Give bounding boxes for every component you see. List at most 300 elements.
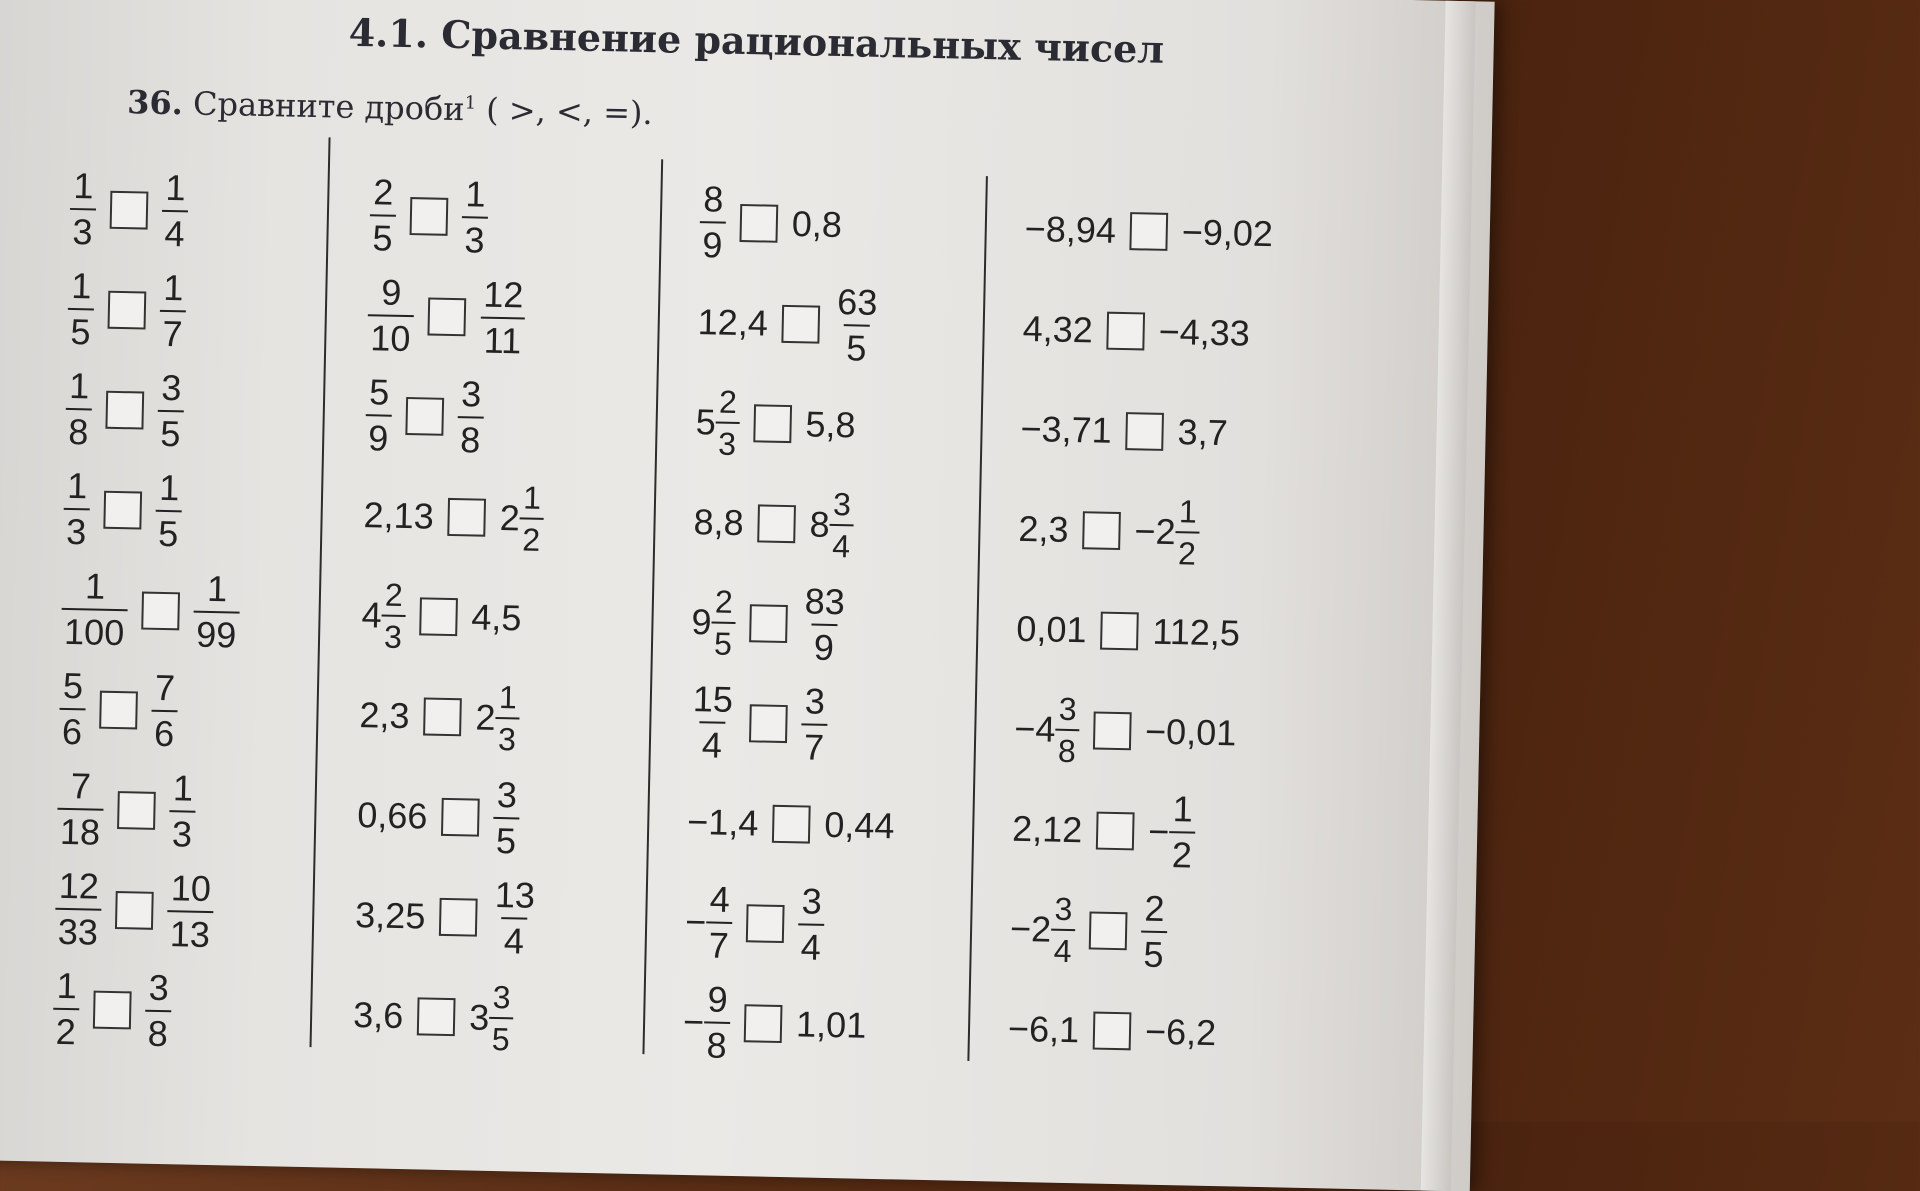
answer-box[interactable] xyxy=(772,805,811,844)
number-value xyxy=(57,765,105,853)
decimal-number: 3,7 xyxy=(1177,411,1229,454)
number-value xyxy=(52,964,80,1053)
denominator: 4 xyxy=(699,721,726,764)
answer-box[interactable] xyxy=(410,197,449,236)
column-separator xyxy=(310,137,331,1047)
answer-box[interactable] xyxy=(1100,612,1139,651)
denominator: 3 xyxy=(69,208,96,251)
numerator: 3 xyxy=(160,366,182,409)
whole-part: 8 xyxy=(809,503,831,545)
fraction xyxy=(155,466,183,555)
fraction xyxy=(65,364,93,453)
answer-box[interactable] xyxy=(441,798,480,837)
denominator: 3 xyxy=(495,717,520,755)
numerator: 3 xyxy=(148,966,170,1009)
denominator: 5 xyxy=(1140,931,1167,974)
numerator: 13 xyxy=(494,873,536,916)
number-value xyxy=(809,485,854,565)
number-value xyxy=(363,494,434,537)
numerator: 1 xyxy=(68,364,90,407)
denominator: 7 xyxy=(801,723,828,766)
fraction xyxy=(59,664,87,753)
number-value xyxy=(144,966,172,1055)
number-value xyxy=(355,894,426,937)
numerator: 3 xyxy=(492,978,511,1016)
answer-box[interactable] xyxy=(108,291,147,330)
section-heading: 4.1. Сравнение рациональных чисел xyxy=(348,9,1165,72)
denominator: 2 xyxy=(52,1008,79,1051)
fraction xyxy=(381,576,406,655)
numerator: 9 xyxy=(707,978,729,1020)
number-value xyxy=(697,301,768,344)
number-value xyxy=(691,585,736,660)
fraction xyxy=(1175,493,1200,572)
fraction xyxy=(715,383,740,462)
number-value xyxy=(1158,311,1250,355)
comparison-item xyxy=(69,157,189,263)
number-value xyxy=(63,464,91,553)
number-value xyxy=(1181,211,1273,255)
numerator: 8 xyxy=(702,178,724,220)
number-value xyxy=(1145,1011,1217,1054)
decimal-number: 2,13 xyxy=(363,494,435,537)
comparison-item xyxy=(358,663,520,770)
denominator: 9 xyxy=(699,221,726,264)
denominator: 5 xyxy=(67,308,94,351)
decimal-number: −0,01 xyxy=(1144,710,1237,754)
number-value xyxy=(1140,887,1168,975)
denominator: 100 xyxy=(61,608,128,651)
comparison-item xyxy=(52,957,172,1063)
whole-part: 2 xyxy=(499,497,521,539)
number-value xyxy=(490,873,538,962)
numerator: 1 xyxy=(1172,788,1194,830)
denominator: 3 xyxy=(461,216,488,259)
number-value xyxy=(479,273,527,362)
fraction xyxy=(69,165,97,253)
fraction xyxy=(1055,690,1080,770)
fraction xyxy=(457,373,485,461)
denominator: 7 xyxy=(705,921,732,964)
task-footnote: 1 xyxy=(464,92,477,114)
answer-box[interactable] xyxy=(1125,412,1164,451)
task-statement xyxy=(127,83,653,132)
comparison-item xyxy=(693,470,855,577)
whole-part: 3 xyxy=(468,996,490,1038)
fraction xyxy=(367,271,415,360)
number-value xyxy=(1008,1008,1080,1051)
page-edge xyxy=(1421,1,1476,1191)
answer-box[interactable] xyxy=(744,1004,783,1043)
fraction xyxy=(797,880,825,968)
decimal-number: 2,3 xyxy=(359,694,410,737)
answer-box[interactable] xyxy=(447,498,486,537)
decimal-number: −3,71 xyxy=(1020,407,1113,451)
minus-sign: − xyxy=(1013,707,1036,750)
minus-sign: − xyxy=(1134,510,1157,552)
decimal-number: −6,1 xyxy=(1007,1007,1080,1051)
whole-part: 2 xyxy=(1155,510,1177,553)
number-value xyxy=(357,794,428,837)
denominator: 3 xyxy=(715,422,740,460)
number-value xyxy=(1145,711,1237,755)
number-value xyxy=(801,680,829,768)
comparison-item xyxy=(1013,677,1237,786)
numerator: 12 xyxy=(482,273,524,316)
fraction xyxy=(1050,890,1075,970)
number-value xyxy=(61,565,129,654)
task-text: Сравните дроби xyxy=(192,84,466,129)
numerator: 3 xyxy=(801,880,823,922)
decimal-number: 5,8 xyxy=(805,403,856,446)
answer-box[interactable] xyxy=(1082,511,1121,550)
numerator: 5 xyxy=(62,664,84,707)
denominator: 8 xyxy=(703,1021,730,1064)
fraction xyxy=(699,178,727,266)
number-value xyxy=(1013,690,1080,770)
number-value xyxy=(791,203,842,246)
fraction xyxy=(493,774,521,862)
comparison-item xyxy=(1007,977,1217,1085)
decimal-number: 112,5 xyxy=(1152,610,1241,654)
denominator: 5 xyxy=(157,410,184,453)
answer-box[interactable] xyxy=(749,704,788,743)
numerator: 7 xyxy=(154,666,176,709)
denominator: 18 xyxy=(57,808,104,851)
numerator: 4 xyxy=(709,878,731,920)
number-value xyxy=(805,403,856,446)
answer-box[interactable] xyxy=(1096,812,1135,851)
comparison-item xyxy=(352,963,514,1070)
fraction xyxy=(167,867,215,956)
comparison-item xyxy=(695,370,857,477)
answer-box[interactable] xyxy=(1093,1012,1132,1051)
numerator: 1 xyxy=(1178,493,1198,530)
comparison-item xyxy=(697,270,881,378)
fraction xyxy=(490,873,538,962)
numerator: 9 xyxy=(380,271,402,313)
number-value xyxy=(155,466,183,555)
fraction xyxy=(1168,788,1196,876)
comparison-item xyxy=(1024,177,1274,286)
denominator: 8 xyxy=(144,1010,171,1053)
answer-box[interactable] xyxy=(740,204,779,243)
numerator: 1 xyxy=(70,264,92,307)
numerator: 1 xyxy=(165,166,186,209)
answer-box[interactable] xyxy=(757,504,796,543)
number-value xyxy=(684,878,733,966)
number-value xyxy=(1012,808,1083,851)
whole-part: 2 xyxy=(1030,908,1052,950)
column-separator xyxy=(642,159,663,1054)
comparison-item xyxy=(56,757,196,864)
number-value xyxy=(361,578,406,653)
numerator: 2 xyxy=(714,583,734,620)
numerator: 15 xyxy=(692,678,734,720)
fraction xyxy=(829,485,854,565)
decimal-number: 4,5 xyxy=(470,596,522,639)
fraction xyxy=(161,166,189,255)
numerator: 3 xyxy=(832,485,852,523)
comparison-item xyxy=(1020,377,1229,485)
number-value xyxy=(1134,493,1200,572)
number-value xyxy=(800,580,848,669)
answer-box[interactable] xyxy=(405,397,444,436)
denominator: 5 xyxy=(155,510,182,553)
answer-box[interactable] xyxy=(115,891,154,930)
column-separator xyxy=(967,176,988,1061)
fraction xyxy=(833,281,881,369)
number-value xyxy=(1022,308,1093,351)
comparison-item xyxy=(1017,477,1200,585)
answer-box[interactable] xyxy=(1089,911,1128,950)
number-value xyxy=(695,385,740,460)
comparison-item xyxy=(369,163,489,269)
denominator: 4 xyxy=(829,524,854,562)
numerator: 1 xyxy=(66,464,88,507)
number-value xyxy=(54,864,102,953)
decimal-number: 12,4 xyxy=(697,301,769,344)
comparison-item xyxy=(67,257,187,363)
answer-box[interactable] xyxy=(753,404,792,443)
fraction xyxy=(157,366,185,455)
denominator: 3 xyxy=(63,508,90,551)
number-value xyxy=(193,567,241,656)
number-value xyxy=(69,165,97,253)
answer-box[interactable] xyxy=(419,597,458,636)
decimal-number: −8,94 xyxy=(1024,207,1117,251)
fraction xyxy=(519,479,544,558)
numerator: 5 xyxy=(368,371,390,413)
number-value xyxy=(687,801,759,844)
denominator: 4 xyxy=(161,210,188,253)
comparison-item xyxy=(61,557,241,665)
numerator: 2 xyxy=(1144,887,1165,930)
decimal-number: 2,3 xyxy=(1018,507,1069,550)
comparison-item xyxy=(699,170,843,277)
answer-box[interactable] xyxy=(110,191,149,230)
fraction xyxy=(54,864,102,953)
number-value xyxy=(1018,508,1069,551)
denominator: 33 xyxy=(54,908,101,951)
number-value xyxy=(461,173,489,261)
number-value xyxy=(796,1003,867,1046)
answer-box[interactable] xyxy=(749,604,788,643)
number-value xyxy=(353,994,404,1037)
numerator: 1 xyxy=(206,567,228,610)
comparison-item xyxy=(1015,577,1241,686)
denominator: 4 xyxy=(500,917,527,960)
answer-box[interactable] xyxy=(1106,312,1145,351)
denominator: 9 xyxy=(810,624,837,667)
task-number: 36. xyxy=(126,83,184,123)
fraction xyxy=(57,765,105,853)
fraction xyxy=(703,978,731,1066)
fraction xyxy=(1140,887,1168,975)
answer-box[interactable] xyxy=(117,791,156,830)
denominator: 5 xyxy=(488,1017,513,1055)
number-value xyxy=(1152,611,1240,655)
minus-sign: − xyxy=(682,1000,705,1043)
number-value xyxy=(151,666,179,755)
answer-box[interactable] xyxy=(105,391,144,430)
denominator: 6 xyxy=(151,710,178,753)
numerator: 63 xyxy=(836,281,878,323)
numerator: 3 xyxy=(460,373,482,415)
fraction xyxy=(369,171,397,259)
minus-sign: − xyxy=(1009,907,1032,950)
answer-box[interactable] xyxy=(746,904,785,943)
comparison-item xyxy=(1009,877,1168,984)
denominator: 2 xyxy=(519,517,544,555)
fraction xyxy=(159,266,187,355)
answer-box[interactable] xyxy=(141,592,180,631)
answer-box[interactable] xyxy=(427,297,466,336)
comparison-item xyxy=(356,763,520,870)
denominator: 99 xyxy=(193,611,240,654)
number-value xyxy=(359,694,410,737)
number-value xyxy=(159,266,187,355)
denominator: 8 xyxy=(1055,729,1080,767)
number-value xyxy=(493,774,521,862)
numerator: 10 xyxy=(170,867,212,910)
number-value xyxy=(169,767,197,855)
number-value xyxy=(689,678,737,766)
numerator: 2 xyxy=(384,576,404,613)
answer-box[interactable] xyxy=(781,305,820,344)
comparison-item xyxy=(65,357,185,463)
number-value xyxy=(824,804,895,847)
fraction xyxy=(52,964,80,1053)
number-value xyxy=(367,271,415,360)
answer-box[interactable] xyxy=(93,991,132,1030)
number-value xyxy=(471,596,522,639)
number-value xyxy=(699,178,727,266)
number-value xyxy=(682,978,731,1066)
numerator: 1 xyxy=(84,565,106,607)
number-value xyxy=(499,481,544,556)
denominator: 4 xyxy=(797,923,824,966)
answer-box[interactable] xyxy=(99,691,138,730)
fraction xyxy=(711,583,736,662)
number-value xyxy=(161,166,189,255)
minus-sign: − xyxy=(684,900,707,943)
denominator: 13 xyxy=(167,910,214,953)
denominator: 2 xyxy=(1168,831,1195,874)
decimal-number: −1,4 xyxy=(686,801,759,844)
numerator: 1 xyxy=(498,679,518,716)
numerator: 1 xyxy=(162,266,184,309)
numerator: 2 xyxy=(718,383,738,420)
number-value xyxy=(369,171,397,259)
number-value xyxy=(833,281,881,369)
minus-sign: − xyxy=(1147,810,1170,853)
fraction xyxy=(144,966,172,1055)
decimal-number: −4,33 xyxy=(1158,310,1251,354)
denominator: 3 xyxy=(169,810,196,853)
decimal-number: 4,32 xyxy=(1022,307,1094,351)
fraction xyxy=(461,173,489,261)
numerator: 3 xyxy=(804,680,826,722)
denominator: 5 xyxy=(711,621,736,659)
numerator: 1 xyxy=(56,964,78,1007)
decimal-number: 0,8 xyxy=(791,203,843,246)
decimal-number: −6,2 xyxy=(1144,1010,1217,1054)
numerator: 3 xyxy=(1054,890,1073,928)
comparison-item xyxy=(363,463,545,571)
fraction xyxy=(801,680,829,768)
number-value xyxy=(457,373,485,461)
number-value xyxy=(365,371,393,459)
decimal-number: 8,8 xyxy=(693,501,745,544)
fraction xyxy=(488,978,513,1058)
comparison-item xyxy=(54,857,214,964)
number-value xyxy=(1020,408,1112,452)
number-value xyxy=(1024,208,1116,252)
comparison-item xyxy=(684,870,825,977)
whole-part: 5 xyxy=(695,401,717,443)
number-value xyxy=(167,867,215,956)
numerator: 3 xyxy=(1058,690,1077,728)
number-value xyxy=(475,681,520,756)
comparison-item xyxy=(360,563,522,670)
answer-box[interactable] xyxy=(1129,212,1168,251)
denominator: 8 xyxy=(65,408,92,451)
number-value xyxy=(797,880,825,968)
comparison-item xyxy=(686,770,895,878)
fraction xyxy=(67,264,95,353)
denominator: 3 xyxy=(381,615,406,653)
answer-box[interactable] xyxy=(417,997,456,1036)
number-value xyxy=(59,664,87,753)
denominator: 11 xyxy=(480,317,524,360)
fraction xyxy=(800,580,848,669)
fraction xyxy=(479,273,527,362)
number-value xyxy=(1016,608,1087,651)
numerator: 83 xyxy=(804,580,846,623)
comparison-item xyxy=(365,363,485,469)
numerator: 7 xyxy=(70,765,92,807)
numerator: 1 xyxy=(73,165,94,207)
numerator: 2 xyxy=(373,171,394,213)
comparison-item xyxy=(688,670,828,777)
whole-part: 9 xyxy=(691,601,712,643)
decimal-number: 0,66 xyxy=(356,794,428,837)
numerator: 1 xyxy=(158,466,180,509)
denominator: 5 xyxy=(843,324,870,367)
answer-box[interactable] xyxy=(439,898,478,937)
whole-part: 4 xyxy=(1034,708,1056,750)
comparison-item xyxy=(682,970,867,1078)
fraction xyxy=(63,464,91,553)
answer-box[interactable] xyxy=(1093,711,1132,750)
fraction xyxy=(689,678,737,766)
fraction xyxy=(365,371,393,459)
numerator: 1 xyxy=(522,479,542,516)
answer-box[interactable] xyxy=(103,491,142,530)
denominator: 7 xyxy=(159,310,186,353)
answer-box[interactable] xyxy=(423,697,462,736)
comparison-item xyxy=(354,863,538,971)
comparison-item xyxy=(58,657,178,763)
fraction xyxy=(495,679,520,758)
number-value xyxy=(468,978,513,1058)
denominator: 5 xyxy=(493,817,520,860)
fraction xyxy=(705,878,733,966)
numerator: 1 xyxy=(465,173,486,215)
decimal-number: 2,12 xyxy=(1011,807,1083,851)
number-value xyxy=(65,364,93,453)
